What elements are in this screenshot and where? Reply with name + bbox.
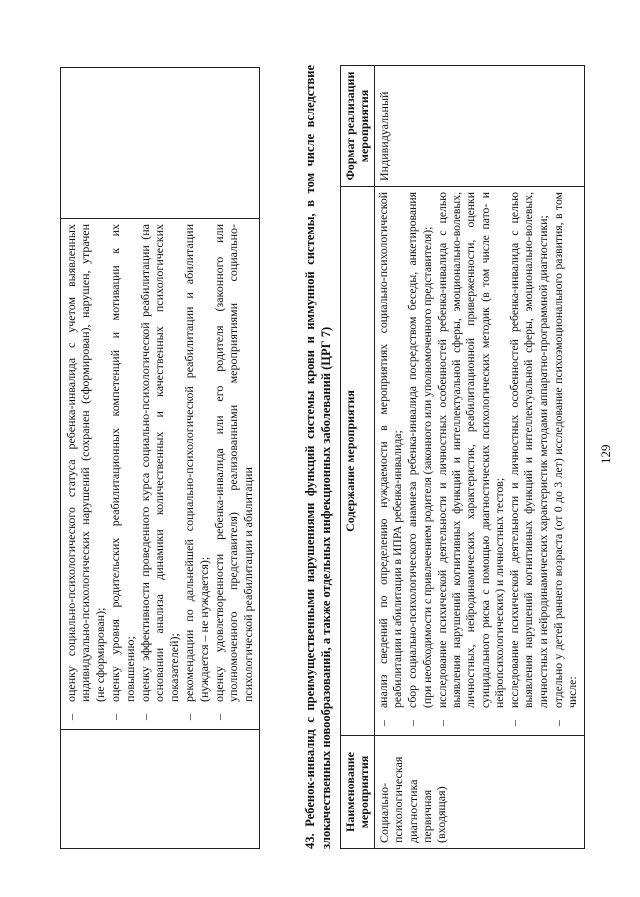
- list-item: – рекомендации по дальнейшей социально-психологической реабилитации и абилитации (нуждается – не нуждается);: [182, 224, 211, 724]
- table-row: [61, 68, 260, 849]
- header-row: [341, 66, 375, 849]
- content-list: [377, 192, 581, 730]
- empty-cell: [61, 68, 260, 219]
- activity-content: [374, 187, 584, 736]
- list-item: – исследование психической деятельности и личностных особенностей ребенка-инвалида с целью выявления нарушений когнитивных функций и интеллектуальной сферы, эмоционально-волевых, личностных, нейродинамических характеристик, реабилитационной приверженности, оценки суицидального риска с помощью диагностических психологических методик (в том числе пато- и нейропсихологических) и личностных тестов;: [436, 192, 507, 730]
- column-header-name: Наименование мероприятия: [341, 736, 375, 849]
- list-item: – оценку уровня родительских реабилитационных компетенций и мотивации к их повышению;: [108, 224, 137, 724]
- list-item: – отдельно у детей раннего возраста (от 0 до 3 лет) исследование психоэмоционального развития, в том числе:: [552, 192, 581, 730]
- content-cell: [61, 219, 260, 730]
- continuation-table: [60, 67, 260, 849]
- list-item: – анализ сведений по определению нуждаемости в мероприятиях социально-психологической реабилитации и абилитации в ИПРА ребенка-инвалида;: [377, 192, 406, 730]
- list-item: – оценку удовлетворенности ребенка-инвалида или его родителя (законного или уполномоченного представителя) реализованными мероприятиями социально-психологической реабилитации и абилитации: [212, 224, 255, 724]
- activity-format: Индивидуальный: [374, 66, 584, 187]
- column-header-content: Содержание мероприятия: [341, 187, 375, 736]
- list-item: – оценку эффективности проведенного курса социально-психологической реабилитации (на основании анализа динамики количественных и качественных психологических показателей);: [138, 224, 181, 724]
- list-item: – сбор социально-психологического анамнеза ребенка-инвалида посредством беседы, анкетирования (при необходимости с привлечением родителя (законного или уполномоченного представителя);: [406, 192, 435, 730]
- section-title: 43. Ребенок-инвалид с преимущественными нарушениями функций системы крови и иммунной системы, в том числе вследствие злокачественных новообразований, а также отдельных инфекционных заболеваний (ЦРГ 7): [303, 65, 333, 849]
- list-item: – оценку социально-психологического статуса ребенка-инвалида с учетом выявленных индивидуально-психологических нарушений (сохранен (сформирован), нарушен, утрачен (не сформирован);: [64, 224, 107, 724]
- page-number: 129: [598, 444, 613, 464]
- section-table: [340, 65, 585, 849]
- continuation-list: [64, 224, 255, 724]
- empty-cell: [61, 730, 260, 849]
- table-row: [374, 66, 584, 849]
- activity-name: Социально-психологическая диагностика первичная (входящая): [374, 736, 584, 849]
- column-header-format: Формат реализации мероприятия: [341, 66, 375, 187]
- list-item: – исследование психической деятельности и личностных особенностей ребенка-инвалида с целью выявления нарушений когнитивных функций и интеллектуальной сферы, эмоционально-волевых, личностных и нейродинамических характеристик методами аппаратно-программной диагностики;: [508, 192, 551, 730]
